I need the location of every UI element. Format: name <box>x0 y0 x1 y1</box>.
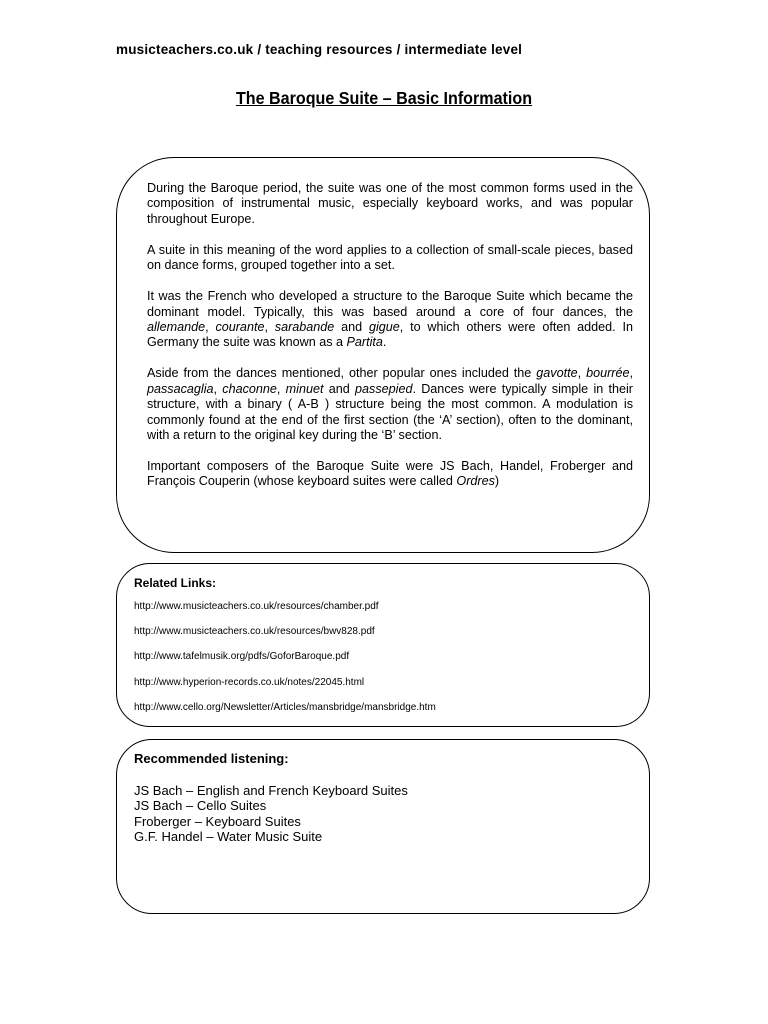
text-span: . <box>382 335 387 350</box>
recommended-listening-box <box>116 739 650 914</box>
text-span: Important composers of the Baroque Suite were JS Bach, Handel, Froberger and François Couperin (whose keyboard suites were called <box>147 459 633 489</box>
dance-minuet: minuet <box>285 381 324 396</box>
text-span: and <box>334 320 369 335</box>
page-title: The Baroque Suite – Basic Information <box>235 88 533 108</box>
text-span: and <box>323 381 356 396</box>
text-span: , <box>264 320 275 335</box>
listening-item: JS Bach – English and French Keyboard Suites <box>134 783 408 798</box>
dance-gavotte: gavotte <box>536 366 578 381</box>
info-paragraph-3 <box>147 289 633 351</box>
site-breadcrumb: musicteachers.co.uk / teaching resources / intermediate level <box>116 42 523 57</box>
info-paragraph-1: During the Baroque period, the suite was one of the most common forms used in the composition of instrumental music, especially keyboard works, and was popular throughout Europe. <box>147 181 633 226</box>
text-span: Aside from the dances mentioned, other popular ones included the <box>147 366 537 381</box>
dance-passacaglia: passacaglia <box>147 381 214 396</box>
text-span: , <box>629 366 634 381</box>
related-link[interactable]: http://www.hyperion-records.co.uk/notes/22045.html <box>134 676 365 688</box>
info-paragraph-2: A suite in this meaning of the word applies to a collection of small-scale pieces, based on dance forms, grouped together into a set. <box>147 242 633 273</box>
text-span: , to which others were often added. In Germany the suite was known as a <box>147 320 633 350</box>
recommended-listening-list <box>134 783 408 845</box>
related-link[interactable]: http://www.musicteachers.co.uk/resources/chamber.pdf <box>134 601 379 612</box>
info-box <box>116 157 650 553</box>
dance-allemande: allemande <box>147 320 206 335</box>
text-span: , <box>276 381 286 396</box>
term-ordres: Ordres <box>456 474 495 489</box>
listening-item: Froberger – Keyboard Suites <box>134 813 301 829</box>
dance-bourree: bourrée <box>586 366 630 381</box>
term-partita: Partita <box>346 335 383 350</box>
related-link[interactable]: http://www.tafelmusik.org/pdfs/GoforBaroque.pdf <box>134 651 350 663</box>
text-span: , <box>577 366 587 381</box>
info-paragraph-4 <box>147 366 633 443</box>
related-links-list <box>134 601 436 727</box>
related-links-box <box>116 563 650 727</box>
text-span: , <box>213 381 223 396</box>
dance-courante: courante <box>215 320 265 335</box>
dance-passepied: passepied <box>355 381 413 396</box>
recommended-listening-title: Recommended listening: <box>134 751 289 766</box>
info-content <box>147 181 633 505</box>
listening-item: G.F. Handel – Water Music Suite <box>134 829 323 845</box>
text-span: ) <box>494 474 500 489</box>
dance-sarabande: sarabande <box>274 320 335 335</box>
listening-item: JS Bach – Cello Suites <box>134 798 267 814</box>
dance-gigue: gigue <box>368 320 400 335</box>
related-links-title: Related Links: <box>134 576 217 590</box>
text-span: , <box>205 320 216 335</box>
dance-chaconne: chaconne <box>222 381 277 396</box>
text-span: . Dances were typically simple in their structure, with a binary ( A-B ) structure being the most common. A modulation is commonly found at the end of the first section (the ‘A’ section), often to the dominant, with a return to the original key during the ‘B’ section. <box>147 381 634 443</box>
related-link[interactable]: http://www.musicteachers.co.uk/resources/bwv828.pdf <box>134 626 375 638</box>
info-paragraph-5 <box>147 459 633 490</box>
related-link[interactable]: http://www.cello.org/Newsletter/Articles/mansbridge/mansbridge.htm <box>134 701 436 713</box>
text-span: It was the French who developed a structure to the Baroque Suite which became the dominant model. Typically, this was based around a core of four dances, the <box>147 289 633 319</box>
